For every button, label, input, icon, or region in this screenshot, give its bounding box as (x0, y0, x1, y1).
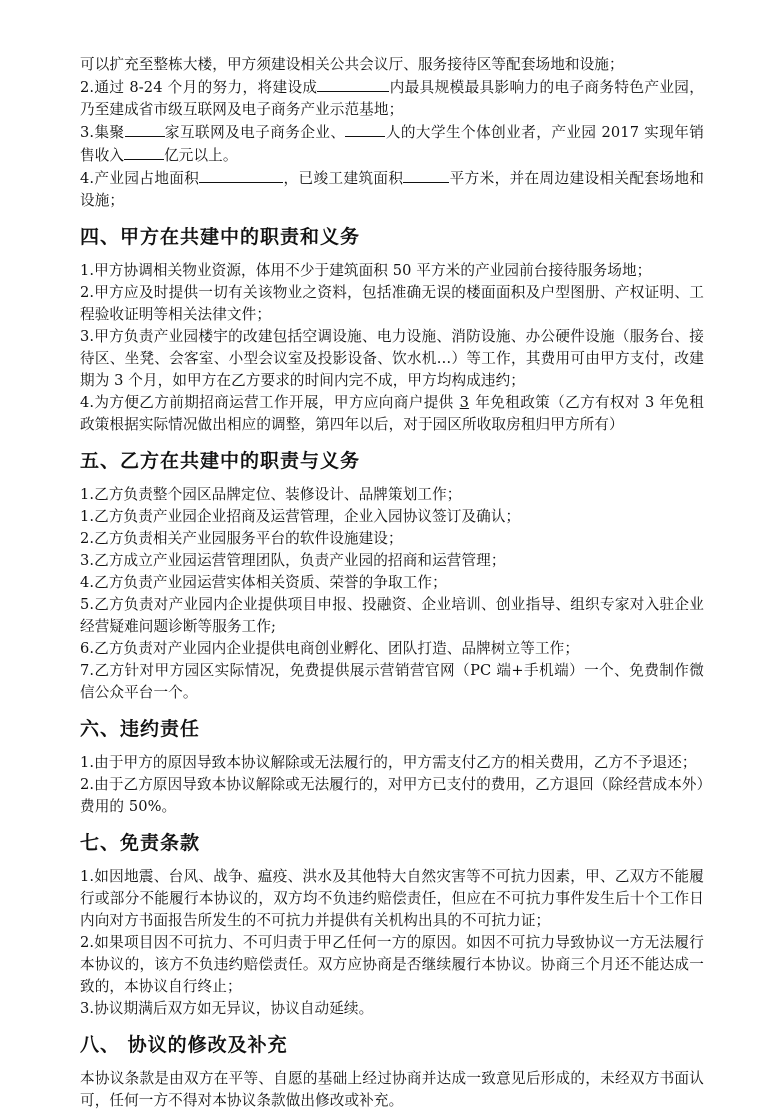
blank-line (403, 167, 449, 183)
s7-item: 2.如果项目因不可抗力、不可归责于甲乙任何一方的原因。如因不可抗力导致协议一方无法履行本协议的，该方不负违约赔偿责任。双方应协商是否继续履行本协议。协商三个月还不能达成一致的，本协议自行终止； (80, 934, 704, 995)
text-span: ，已竣工建筑面积 (283, 170, 404, 187)
s5-item: 2.乙方负责相关产业园服务平台的软件设施建设； (80, 530, 403, 547)
text-span: 3.集聚 (80, 124, 125, 141)
blank-line (124, 144, 164, 160)
s8-item: 本协议条款是由双方在平等、自愿的基础上经过协商并达成一致意见后形成的，未经双方书面认可，任何一方不得对本协议条款做出修改或补充。 (80, 1070, 704, 1109)
s5-item: 5.乙方负责对产业园内企业提供项目申报、投融资、企业培训、创业指导、组织专家对入驻企业经营疑难问题诊断等服务工作; (80, 596, 704, 635)
s7-item: 3.协议期满后双方如无异议，协议自动延续。 (80, 1000, 374, 1017)
s5-item: 1.乙方负责整个园区品牌定位、装修设计、品牌策划工作； (80, 486, 462, 503)
s5-item: 4.乙方负责产业园运营实体相关资质、荣誉的争取工作； (80, 574, 447, 591)
text-span: 亿元以上。 (164, 147, 238, 164)
intro-paragraph-1: 可以扩充至整栋大楼，甲方须建设相关公共会议厅、服务接待区等配套场地和设施； (80, 56, 624, 73)
text-span: 平方米，并在周边建设相关配套场地和设施； (80, 170, 704, 209)
s4-item: 2.甲方应及时提供一切有关该物业之资料，包括准确无误的楼面面积及户型图册、产权证明、工程验收证明等相关法律文件； (80, 284, 704, 323)
text-span: 内最具规模最具影响力的电子商务特色产业园，乃至建成省市级互联网及电子商务产业示范基地； (80, 79, 704, 118)
section-heading-5: 五、乙方在共建中的职责与义务 (80, 450, 361, 472)
section-heading-7: 七、免责条款 (80, 832, 201, 854)
s6-item: 1.由于甲方的原因导致本协议解除或无法履行的，甲方需支付乙方的相关费用，乙方不予退还； (80, 754, 697, 771)
text-span: 4.为方便乙方前期招商运营工作开展，甲方应向商户提供 (80, 394, 454, 411)
section-heading-4: 四、甲方在共建中的职责和义务 (80, 226, 361, 248)
blank-line (345, 121, 385, 137)
document-page (80, 54, 704, 1112)
s5-item: 3.乙方成立产业园运营管理团队，负责产业园的招商和运营管理； (80, 552, 506, 569)
text-span: 人的大学生个体创业者，产业园 2017 实现年销售收入 (80, 124, 704, 164)
s4-item: 1.甲方协调相关物业资源，体用不少于建筑面积 50 平方米的产业园前台接待服务场地； (80, 262, 652, 279)
s4-item (80, 392, 704, 436)
text-span: 2.通过 8-24 个月的努力，将建设成 (80, 79, 318, 96)
blank-line (199, 167, 283, 183)
s6-item: 2.由于乙方原因导致本协议解除或无法履行的，对甲方已支付的费用，乙方退回（除经营成本外）费用的 50%。 (80, 776, 704, 815)
underlined-number: 3 (459, 394, 470, 411)
section-heading-8: 八、 协议的修改及补充 (80, 1034, 288, 1056)
intro-paragraph-4 (80, 167, 704, 212)
blank-line (125, 121, 165, 137)
s5-item: 6.乙方负责对产业园内企业提供电商创业孵化、团队打造、品牌树立等工作； (80, 640, 580, 657)
text-span: 4.产业园占地面积 (80, 170, 200, 187)
intro-paragraph-3 (80, 121, 704, 167)
s4-item: 3.甲方负责产业园楼宇的改建包括空调设施、电力设施、消防设施、办公硬件设施（服务台、接待区、坐凳、会客室、小型会议室及投影设备、饮水机…）等工作，其费用可由甲方支付，改建期为 3 个月，如甲方在乙方要求的时间内完不成，甲方均构成违约； (80, 328, 704, 389)
s7-item: 1.如因地震、台风、战争、瘟疫、洪水及其他特大自然灾害等不可抗力因素，甲、乙双方不能履行或部分不能履行本协议的，双方均不负违约赔偿责任，但应在不可抗力事件发生后十个工作日内向对方书面报告所发生的不可抗力并提供有关机构出具的不可抗力证； (80, 868, 704, 929)
text-span: 家互联网及电子商务企业、 (164, 124, 346, 141)
intro-paragraph-2 (80, 76, 704, 121)
s5-item: 7.乙方针对甲方园区实际情况，免费提供展示营销营官网（PC 端+手机端）一个、免费制作微信公众平台一个。 (80, 662, 704, 701)
blank-line (317, 76, 389, 92)
section-heading-6: 六、违约责任 (80, 718, 201, 740)
text-span: 年免租政策（乙方有权对 3 年免租政策根据实际情况做出相应的调整，第四年以后，对于园区所收取房租归甲方所有） (80, 394, 704, 433)
s5-item: 1.乙方负责产业园企业招商及运营管理，企业入园协议签订及确认； (80, 508, 521, 525)
